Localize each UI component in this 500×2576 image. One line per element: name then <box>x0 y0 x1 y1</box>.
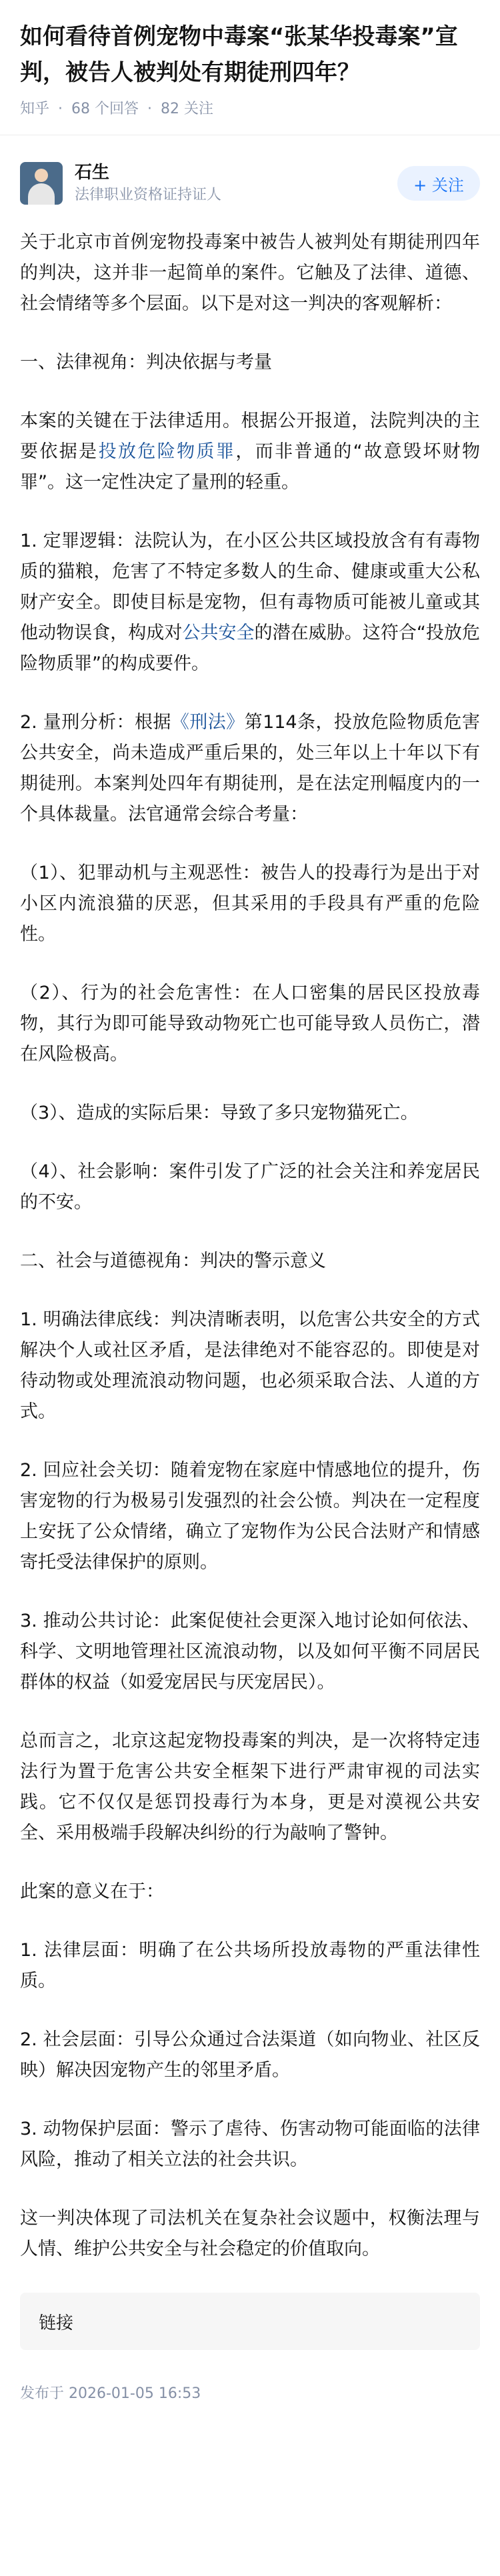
avatar[interactable] <box>20 162 63 205</box>
paragraph: （2）、行为的社会危害性：在人口密集的居民区投放毒物，其行为即可能导致动物死亡也可能导致人员伤亡，潜在风险极高。 <box>20 983 480 1065</box>
paragraph: 本案的关键在于法律适用。根据公开报道，法院判决的主要依据是投放危险物质罪，而非普通的“故意毁坏财物罪”。这一定性决定了量刑的轻重。 <box>20 411 481 493</box>
paragraph: 1. 法律层面：明确了在公共场所投放毒物的严重法律性质。 <box>20 1940 480 1991</box>
paragraph: （3）、造成的实际后果：导致了多只宠物猫死亡。 <box>20 1103 419 1123</box>
paragraph: （4）、社会影响：案件引发了广泛的社会关注和养宠居民的不安。 <box>20 1161 480 1213</box>
paragraph: 总而言之，北京这起宠物投毒案的判决，是一次将特定违法行为置于危害公共安全框架下进行严肃审视的司法实践。它不仅仅是惩罚投毒行为本身，更是对漠视公共安全、采用极端手段解决纠纷的行为敲响了警钟。 <box>20 1731 480 1843</box>
paragraph: 3. 推动公共讨论：此案促使社会更深入地讨论如何依法、科学、文明地管理社区流浪动物，以及如何平衡不同居民群体的权益（如爱宠居民与厌宠居民）。 <box>20 1611 480 1693</box>
meta-dot: · <box>147 101 153 117</box>
paragraph: 此案的意义在于： <box>20 1881 164 1902</box>
link-dangerous-substance-crime[interactable]: 投放危险物质罪 <box>98 441 236 462</box>
publish-time: 发布于 2026-01-05 16:53 <box>20 2385 201 2402</box>
author-name[interactable]: 石生 <box>75 163 110 183</box>
meta-dot: · <box>58 101 63 117</box>
paragraph: 2. 回应社会关切：随着宠物在家庭中情感地位的提升，伤害宠物的行为极易引发强烈的社会公愤。判决在一定程度上安抚了公众情绪，确立了宠物作为公民合法财产和情感寄托受法律保护的原则。 <box>20 1460 480 1573</box>
link-public-safety[interactable]: 公共安全 <box>182 623 255 643</box>
paragraph: 1. 明确法律底线：判决清晰表明，以危害公共安全的方式解决个人或社区矛盾，是法律绝对不能容忍的。即使是对待动物或处理流浪动物问题，也必须采取合法、人道的方式。 <box>20 1309 480 1422</box>
paragraph: （1）、犯罪动机与主观恶性：被告人的投毒行为是出于对小区内流浪猫的厌恶，但其采用的手段具有严重的危险性。 <box>20 863 480 945</box>
answer-body <box>20 227 480 2265</box>
section-heading: 二、社会与道德视角：判决的警示意义 <box>20 1251 326 1271</box>
question-meta <box>20 96 480 123</box>
paragraph: 关于北京市首例宠物投毒案中被告人被判处有期徒刑四年的判决，这并非一起简单的案件。它触及了法律、道德、社会情绪等多个层面。以下是对这一判决的客观解析： <box>20 232 480 314</box>
author-card <box>20 151 480 215</box>
question-title[interactable]: 如何看待首例宠物中毒案“张某华投毒案”宣判，被告人被判处有期徒刑四年？ <box>20 23 458 86</box>
site-name: 知乎 <box>20 101 50 117</box>
link-criminal-law[interactable]: 《刑法》 <box>171 712 245 733</box>
answer-count[interactable]: 68 个回答 <box>71 101 139 117</box>
author-info <box>75 161 397 206</box>
follow-button[interactable]: + 关注 <box>397 166 480 201</box>
paragraph: 2. 社会层面：引导公众通过合法渠道（如向物业、社区反映）解决因宠物产生的邻里矛盾。 <box>20 2029 480 2081</box>
section-heading: 一、法律视角：判决依据与考量 <box>20 352 272 373</box>
paragraph: 这一判决体现了司法机关在复杂社会议题中，权衡法理与人情、维护公共安全与社会稳定的价值取向。 <box>20 2208 480 2259</box>
paragraph: 2. 量刑分析：根据《刑法》第114条，投放危险物质危害公共安全，尚未造成严重后果的，处三年以上十年以下有期徒刑。本案判处四年有期徒刑，是在法定刑幅度内的一个具体裁量。法官通常会综合考量： <box>20 712 480 825</box>
author-bio: 法律职业资格证持证人 <box>75 187 222 203</box>
paragraph: 1. 定罪逻辑：法院认为，在小区公共区域投放含有有毒物质的猫粮，危害了不特定多数人的生命、健康或重大公私财产安全。即使目标是宠物，但有毒物质可能被儿童或其他动物误食，构成对公共安全的潜在威胁。这符合“投放危险物质罪”的构成要件。 <box>20 531 481 674</box>
paragraph: 3. 动物保护层面：警示了虐待、伤害动物可能面临的法律风险，推动了相关立法的社会共识。 <box>20 2119 480 2170</box>
link-card[interactable]: 链接 <box>20 2293 480 2350</box>
follow-count: 82 关注 <box>161 101 214 117</box>
